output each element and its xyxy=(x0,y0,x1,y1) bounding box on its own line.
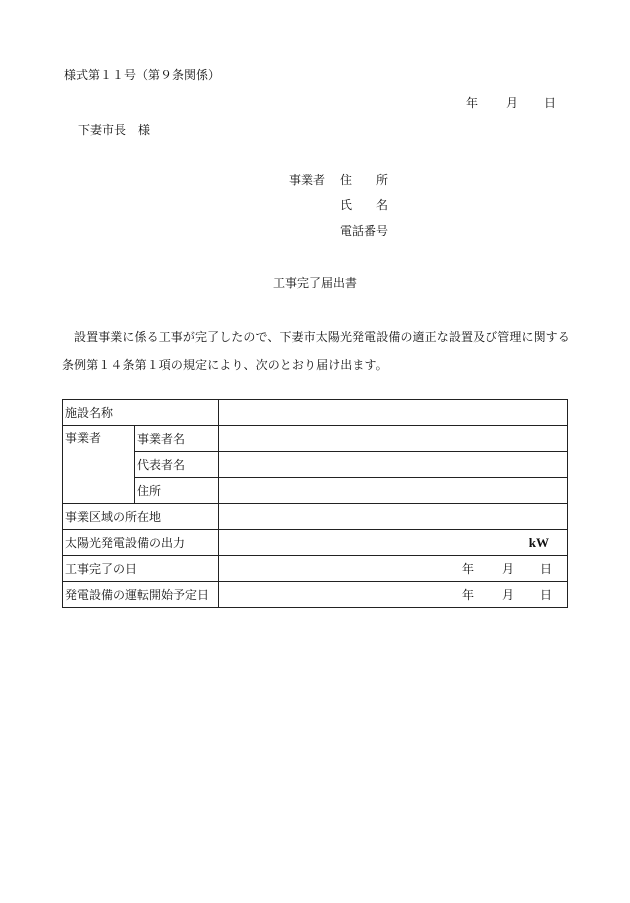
representative-label: 代表者名 xyxy=(135,452,219,478)
start-year-label: 年 xyxy=(462,588,475,602)
start-date-label: 発電設備の運転開始予定日 xyxy=(63,582,219,608)
document-title: 工事完了届出書 xyxy=(272,276,357,290)
completion-year-label: 年 xyxy=(462,562,475,576)
operator-label: 事業者 xyxy=(63,426,135,504)
table-row xyxy=(63,582,568,608)
completion-date-field[interactable] xyxy=(219,556,568,582)
table-row xyxy=(63,400,568,426)
table-row xyxy=(63,452,568,478)
applicant-label: 事業者 xyxy=(289,173,326,187)
addressee: 下妻市長 様 xyxy=(78,123,151,137)
operator-name-field[interactable] xyxy=(219,426,568,452)
table-row xyxy=(63,556,568,582)
applicant-phone-label: 電話番号 xyxy=(340,224,389,238)
table-row xyxy=(63,504,568,530)
completion-day-label: 日 xyxy=(540,562,553,576)
facility-name-field[interactable] xyxy=(219,400,568,426)
location-label: 事業区域の所在地 xyxy=(63,504,219,530)
date-month-label: 月 xyxy=(506,96,519,110)
completion-month-label: 月 xyxy=(502,562,515,576)
start-month-label: 月 xyxy=(502,588,515,602)
start-day-label: 日 xyxy=(540,588,553,602)
output-field[interactable] xyxy=(219,530,568,556)
operator-address-label: 住所 xyxy=(135,478,219,504)
completion-date-label: 工事完了の日 xyxy=(63,556,219,582)
table-row xyxy=(63,478,568,504)
date-day-label: 日 xyxy=(544,96,557,110)
body-paragraph: 設置事業に係る工事が完了したので、下妻市太陽光発電設備の適正な設置及び管理に関する条例第１４条第１項の規定により、次のとおり届け出ます。 xyxy=(62,330,570,372)
output-label: 太陽光発電設備の出力 xyxy=(63,530,219,556)
applicant-name-label: 氏 名 xyxy=(340,198,389,212)
representative-field[interactable] xyxy=(219,452,568,478)
form-number: 様式第１１号（第９条関係） xyxy=(64,68,221,82)
table-row xyxy=(63,426,568,452)
table-row xyxy=(63,530,568,556)
applicant-address-label: 住 所 xyxy=(340,173,389,187)
date-year-label: 年 xyxy=(466,96,479,110)
start-date-field[interactable] xyxy=(219,582,568,608)
location-field[interactable] xyxy=(219,504,568,530)
operator-name-label: 事業者名 xyxy=(135,426,219,452)
output-unit: kW xyxy=(528,534,549,550)
facility-name-label: 施設名称 xyxy=(63,400,219,426)
notification-form-table xyxy=(62,399,568,608)
operator-address-field[interactable] xyxy=(219,478,568,504)
